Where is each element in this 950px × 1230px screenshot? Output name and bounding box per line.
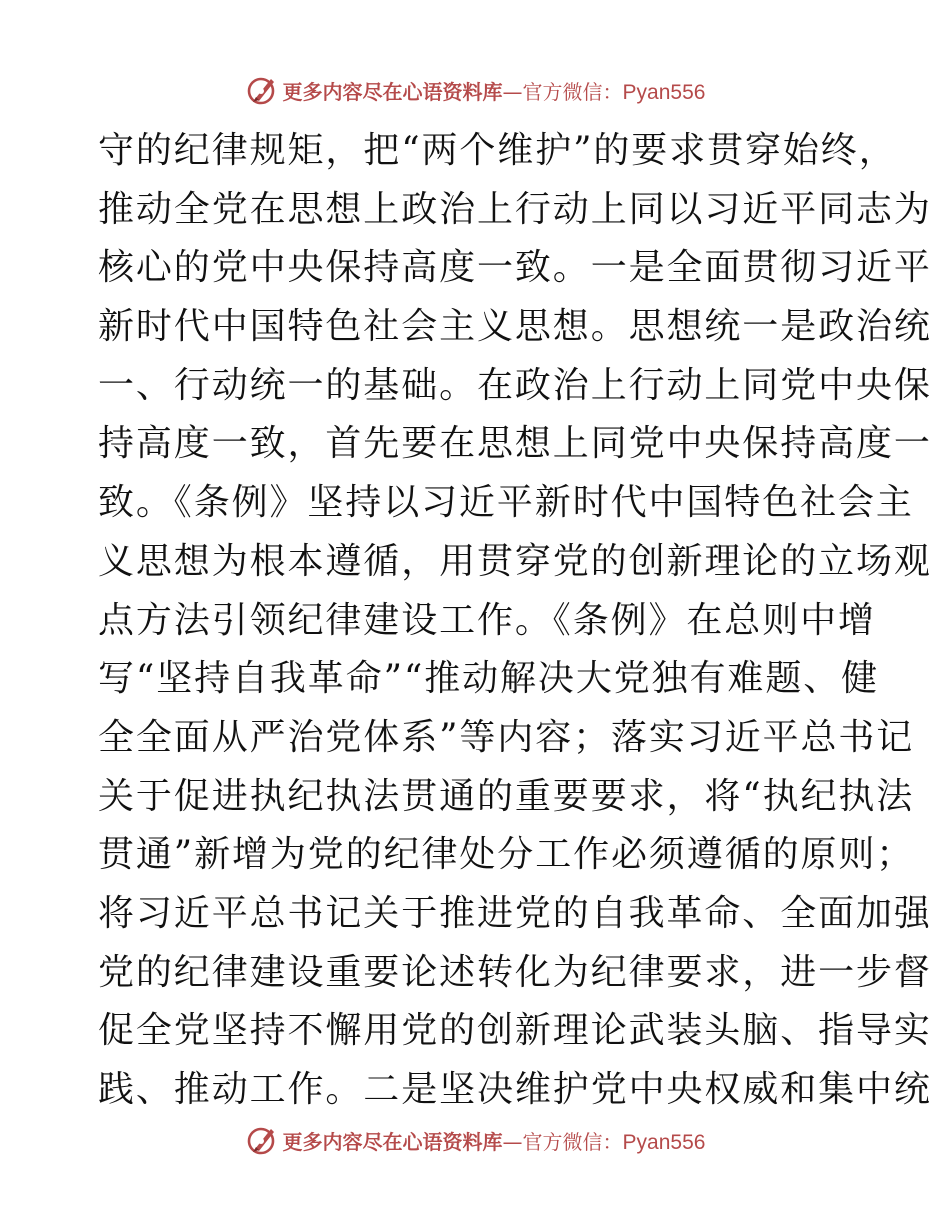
banner-main-text: 更多内容尽在心语资料库 [282,79,503,104]
body-line: 践、推动工作。二是坚决维护党中央权威和集中统 [98,1069,932,1110]
body-line: 推动全党在思想上政治上行动上同以习近平同志为 [98,188,932,230]
banner-wechat-label: 官方微信： [522,1129,623,1154]
body-line: 党的纪律建设重要论述转化为纪律要求，进一步督 [98,951,932,993]
body-line: 守的纪律规矩，把“两个维护”的要求贯穿始终， [98,130,897,171]
footer-banner [0,1120,950,1160]
body-line: 点方法引领纪律建设工作。《条例》在总则中增 [98,599,876,641]
banner-wechat-id: Pyan556 [622,80,706,104]
body-line: 致。《条例》坚持以习近平新时代中国特色社会主 [98,482,914,524]
body-line: 写“坚持自我革命”“推动解决大党独有难题、健 [98,658,880,700]
document-body [98,122,932,1120]
body-line: 核心的党中央保持高度一致。一是全面贯彻习近平 [98,247,932,289]
banner-wechat-id: Pyan556 [622,1130,706,1154]
body-line: 全全面从严治党体系”等内容；落实习近平总书记 [98,716,915,758]
banner-wechat-label: 官方微信： [522,79,623,104]
body-line: 一、行动统一的基础。在政治上行动上同党中央保 [98,364,932,406]
banner-separator: — [502,1129,523,1154]
banner-separator: — [502,79,523,104]
quill-pen-circle-icon [245,73,279,107]
body-line: 新时代中国特色社会主义思想。思想统一是政治统 [98,306,932,348]
header-banner [0,70,950,110]
banner-main-text: 更多内容尽在心语资料库 [282,1129,503,1154]
body-line: 促全党坚持不懈用党的创新理论武装头脑、指导实 [98,1010,932,1052]
body-line: 将习近平总书记关于推进党的自我革命、全面加强 [98,892,932,934]
body-line: 持高度一致，首先要在思想上同党中央保持高度一 [98,423,932,465]
banner-text [283,76,706,105]
body-line: 义思想为根本遵循，用贯穿党的创新理论的立场观 [98,540,932,582]
quill-pen-circle-icon [245,1123,279,1157]
body-line: 关于促进执纪执法贯通的重要要求，将“执纪执法 [98,775,915,817]
body-line: 贯通”新增为党的纪律处分工作必须遵循的原则； [98,834,915,876]
banner-text [283,1126,706,1155]
